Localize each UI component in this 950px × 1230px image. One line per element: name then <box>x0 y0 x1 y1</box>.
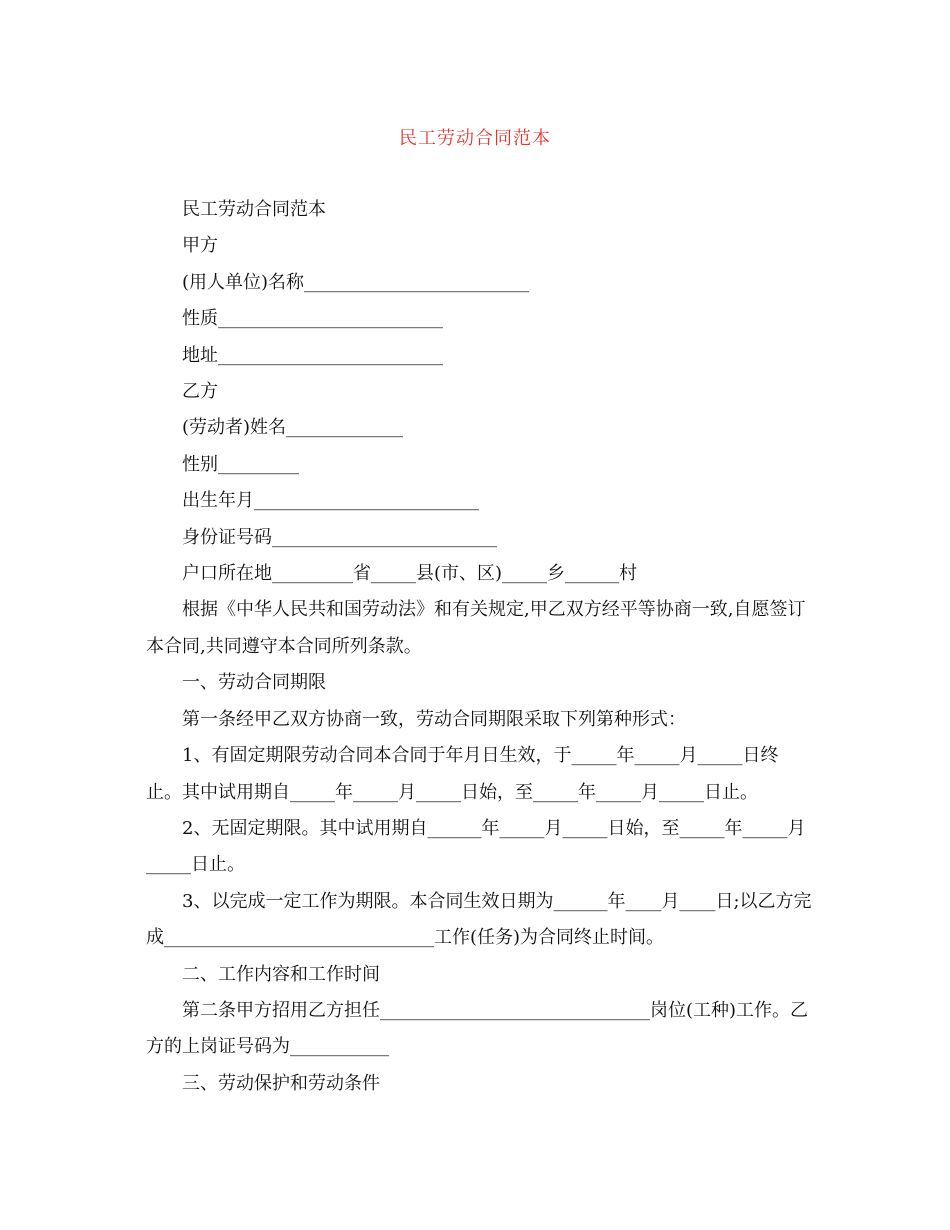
paragraph-party-a: 甲方 <box>182 235 218 257</box>
paragraph-fixed-term: 1、有固定期限劳动合同本合同于年月日生效，于_____年_____月_____日终止。其中试用期自_____年_____月_____日始，至_____年_____月_____日止。 <box>146 745 779 803</box>
paragraph-household-registration: 户口所在地_________省_____县(市、区)_____乡______村 <box>182 563 638 585</box>
paragraph-gender: 性别_________ <box>182 453 299 475</box>
paragraph-heading: 民工劳动合同范本 <box>182 199 326 220</box>
paragraph-worker-name: (劳动者)姓名_____________ <box>182 417 404 439</box>
paragraph-open-ended-term: 2、无固定期限。其中试用期自______年_____月_____日始，至_____年_____月_____日止。 <box>146 817 806 876</box>
paragraph-address: 地址_________________________ <box>182 344 443 366</box>
paragraph-article-1: 第一条经甲乙双方协商一致，劳动合同期限采取下列第种形式： <box>182 708 686 730</box>
paragraph-nature: 性质_________________________ <box>182 308 443 330</box>
paragraph-preamble: 根据《中华人民共和国劳动法》和有关规定,甲乙双方经平等协商一致,自愿签订本合同,共同遵守本合同所列条款。 <box>146 599 806 657</box>
section-heading-work-content: 二、工作内容和工作时间 <box>182 963 380 985</box>
paragraph-employer-name: (用人单位)名称_________________________ <box>182 271 530 293</box>
paragraph-task-based-term: 3、以完成一定工作为期限。本合同生效日期为______年____月____日;以乙方完成______________________________工作(任务)为合同终止时间。 <box>146 890 812 949</box>
section-heading-contract-term: 一、劳动合同期限 <box>182 672 326 694</box>
paragraph-party-b: 乙方 <box>182 381 218 403</box>
paragraph-id-number: 身份证号码_________________________ <box>182 526 497 548</box>
section-heading-labor-protection: 三、劳动保护和劳动条件 <box>182 1072 380 1094</box>
document-title: 民工劳动合同范本 <box>399 128 551 149</box>
paragraph-article-2: 第二条甲方招用乙方担任______________________________岗位(工种)工作。乙方的上岗证号码为___________ <box>146 999 809 1058</box>
paragraph-birth-date: 出生年月_________________________ <box>182 490 479 512</box>
document-body <box>146 192 814 1102</box>
